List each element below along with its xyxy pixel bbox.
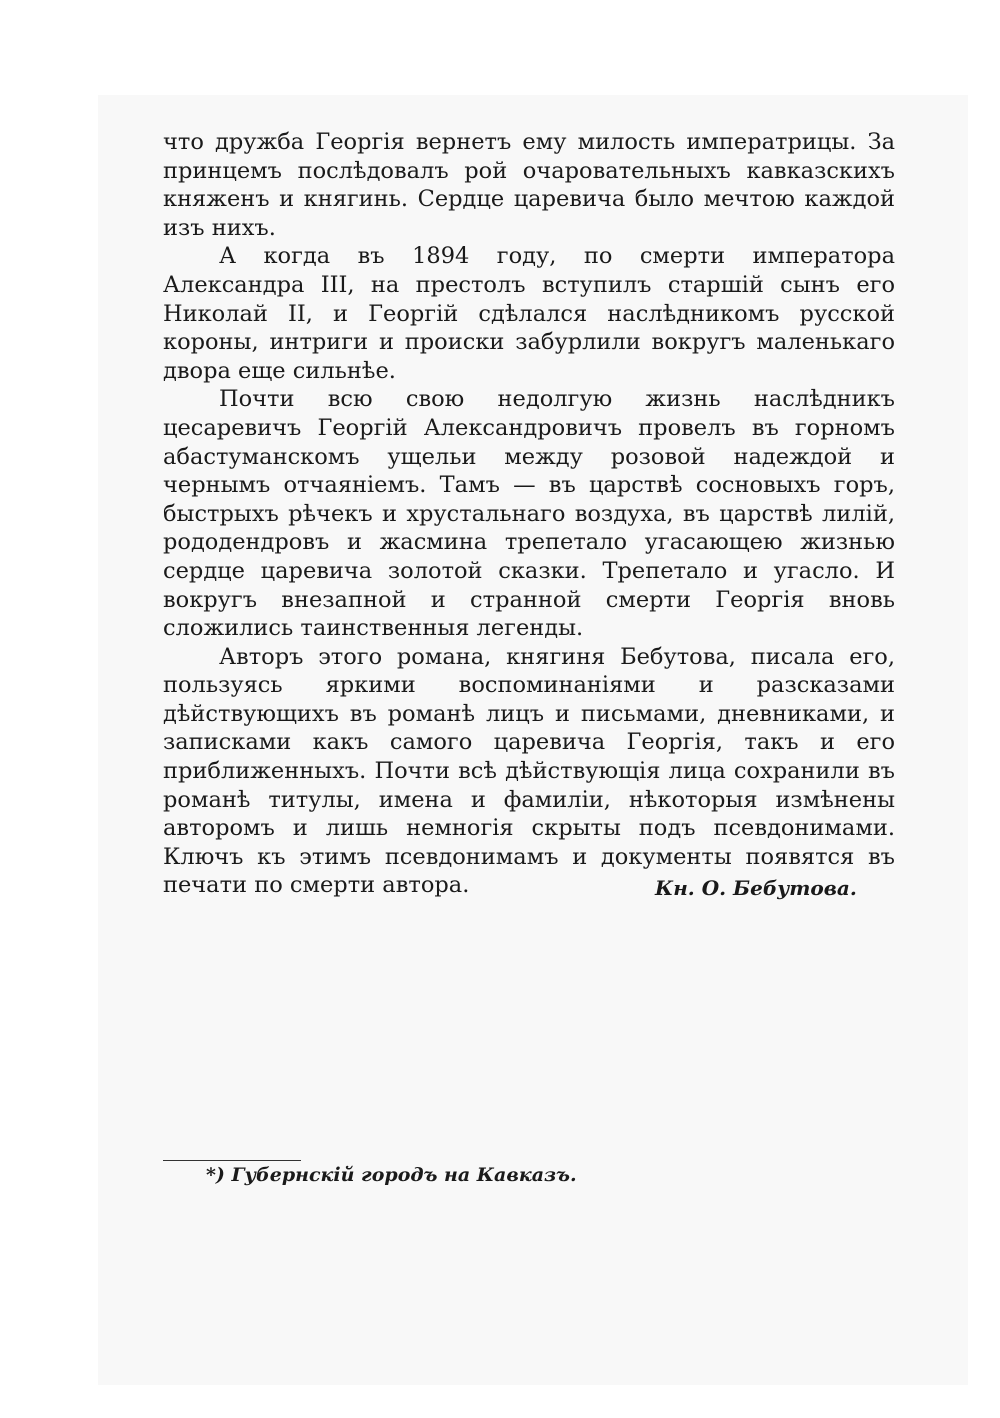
paragraph-1: что дружба Георгія вернетъ ему милость императрицы. За принцемъ послѣдовалъ рой очаровательныхъ кавказскихъ княженъ и княгинь. Сердце царевича было мечтою каждой изъ нихъ. (163, 129, 895, 241)
paragraph-2: А когда въ 1894 году, по смерти императора Александра III, на престолъ вступилъ старшій сынъ его Николай II, и Георгій сдѣлался наслѣдникомъ русской короны, интриги и происки забурлили вокругъ маленькаго двора еще сильнѣе. (163, 243, 895, 384)
paragraph-4: Авторъ этого романа, княгиня Бебутова, писала его, пользуясь яркими воспоминаніями и разсказами дѣйствующихъ въ романѣ лицъ и письмами, дневниками, и записками какъ самого царевича Георгія, такъ и его приближенныхъ. Почти всѣ дѣйствующія лица сохранили въ романѣ титулы, имена и фамиліи, нѣкоторыя измѣнены авторомъ и лишь немногія скрыты подъ псевдонимами. Ключъ къ этимъ псевдонимамъ и документы появятся въ печати по смерти автора. (163, 643, 895, 899)
body-text (163, 128, 895, 900)
footnote-divider (163, 1160, 301, 1161)
paragraph-3: Почти всю свою недолгую жизнь наслѣдникъ цесаревичъ Георгій Александровичъ провелъ въ горномъ абастуманскомъ ущельи между розовой надеждой и чернымъ отчаяніемъ. Тамъ — въ царствѣ сосновыхъ горъ, быстрыхъ рѣчекъ и хрустальнаго воздуха, въ царствѣ лилій, рододендровъ и жасмина трепетало угасающею жизнью сердце царевича золотой сказки. Трепетало и угасло. И вокругъ внезапной и странной смерти Георгія вновь сложились таинственныя легенды. (163, 386, 895, 642)
author-signature: Кн. О. Бебутова. (655, 876, 857, 900)
footnote: *) Губернскій городъ на Кавказъ. (206, 1164, 577, 1186)
